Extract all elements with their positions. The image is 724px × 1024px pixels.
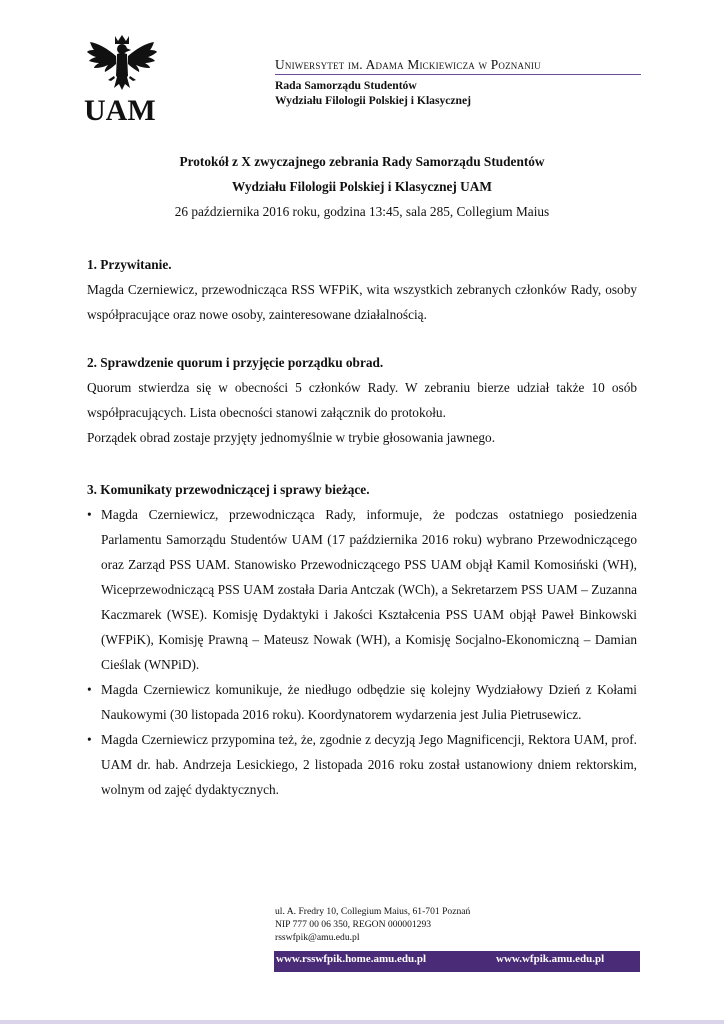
bullet-icon: • [87,682,92,697]
section-announcements [87,477,637,802]
list-item [87,502,637,677]
org-name-line2: Wydziału Filologii Polskiej i Klasycznej [275,94,472,107]
announcement-list [87,502,637,802]
logo-lettering: UAM [84,94,156,124]
header-divider [275,74,641,75]
footer-links-bar [274,951,640,972]
section-paragraph: Quorum stwierdza się w obecności 5 członków Rady. W zebraniu bierze udział także 10 osób współpracujących. Lista obecności stanowi załącznik do protokołu. [87,380,637,420]
section-greeting [87,252,637,327]
university-name: Uniwersytet im. Adama Mickiewicza w Poznaniu [275,57,541,72]
footer-link-faculty[interactable]: www.wfpik.amu.edu.pl [496,953,605,965]
bullet-icon: • [87,732,92,747]
list-item [87,677,637,727]
footer-link-council[interactable]: www.rsswfpik.home.amu.edu.pl [276,953,427,965]
org-name-line1: Rada Samorządu Studentów [275,79,417,92]
list-item-text: Magda Czerniewicz, przewodnicząca Rady, informuje, że podczas ostatniego posiedzenia Parlamentu Samorządu Studentów UAM (17 października 2016 roku) wybrano Przewodniczącego oraz Zarząd PSS UAM. Stanowisko Przewodniczącego PSS UAM objął Kamil Komosiński (WH), Wiceprzewodniczącą PSS UAM została Daria Antczak (WCh), a Sekretarzem PSS UAM – Zuzanna Kaczmarek (WSE). Komisję Dydaktyki i Jakości Kształcenia PSS UAM objął Paweł Binkowski (WFPiK), Komisję Prawną – Mateusz Nowak (WH), a Komisję Socjalno-Ekonomiczną – Damian Cieślak (WNPiD). [101,507,637,672]
footer-tax-ids: NIP 777 00 06 350, REGON 000001293 [275,919,432,930]
page-bottom-strip [0,1020,724,1024]
uam-logo [84,32,160,124]
section-paragraph: Magda Czerniewicz, przewodnicząca RSS WFPiK, wita wszystkich zebranych członków Rady, osoby współpracujące oraz nowe osoby, zainteresowane działalnością. [87,282,637,322]
section-quorum [87,350,637,450]
document-subtitle: Wydziału Filologii Polskiej i Klasycznej UAM [232,179,492,194]
bullet-icon: • [87,507,92,522]
list-item-text: Magda Czerniewicz przypomina też, że, zgodnie z decyzją Jego Magnificencji, Rektora UAM, prof. UAM dr. hab. Andrzeja Lesickiego, 2 listopada 2016 roku został ustanowiony dniem rektorskim, wolnym od zajęć dydaktycznych. [101,732,637,797]
meeting-date-place: 26 października 2016 roku, godzina 13:45, sala 285, Collegium Maius [174,204,550,219]
footer-address: ul. A. Fredry 10, Collegium Maius, 61-701 Poznań [275,906,471,917]
footer-address-block [275,905,470,944]
document-title: Protokół z X zwyczajnego zebrania Rady Samorządu Studentów [179,154,545,169]
section-paragraph: Porządek obrad zostaje przyjęty jednomyślnie w trybie głosowania jawnego. [87,430,496,445]
section-heading: 3. Komunikaty przewodniczącej i sprawy bieżące. [87,482,370,497]
list-item [87,727,637,802]
list-item-text: Magda Czerniewicz komunikuje, że niedługo odbędzie się kolejny Wydziałowy Dzień z Kołami Naukowymi (30 listopada 2016 roku). Koordynatorem wydarzenia jest Julia Pietrusewicz. [101,682,637,722]
footer-email[interactable]: rsswfpik@amu.edu.pl [275,932,360,943]
section-heading: 2. Sprawdzenie quorum i przyjęcie porządku obrad. [87,355,384,370]
section-heading: 1. Przywitanie. [87,257,172,272]
eagle-icon [84,32,160,124]
